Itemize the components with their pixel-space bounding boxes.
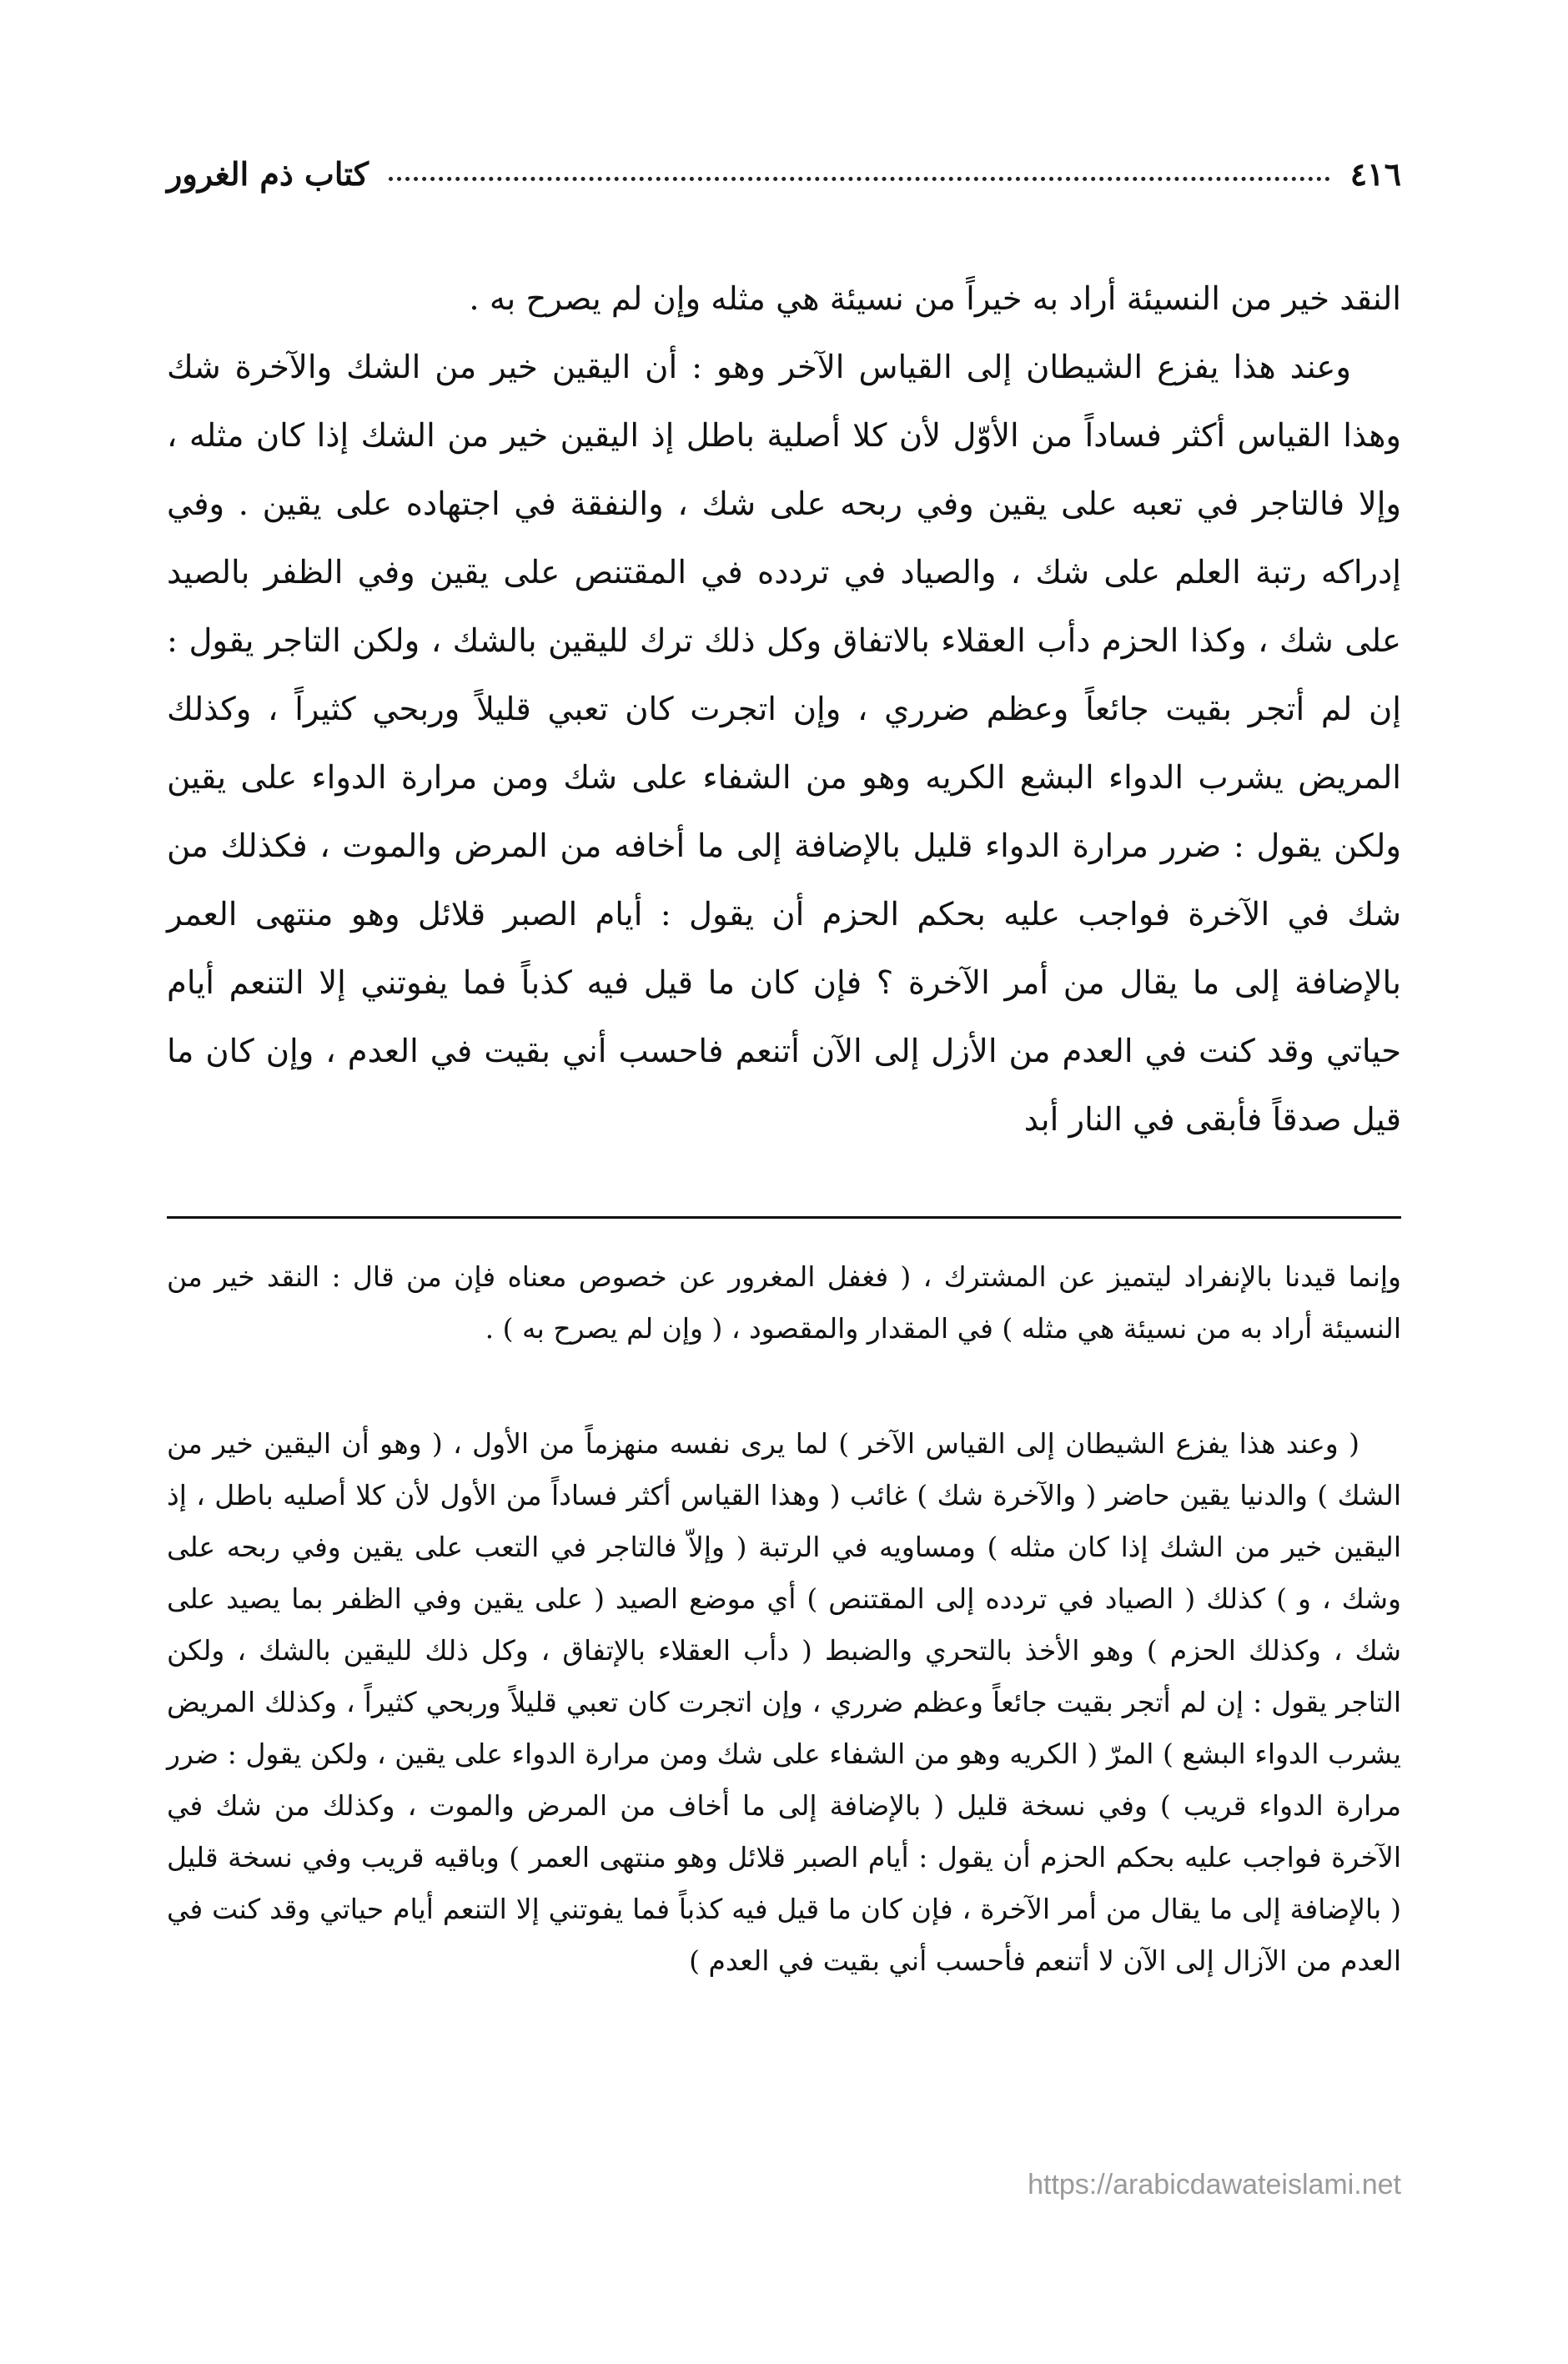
- commentary-paragraph-2: ( وعند هذا يفزع الشيطان إلى القياس الآخر ) لما يرى نفسه منهزماً من الأول ، ( وهو أن اليقين خير من الشك ) والدنيا يقين حاضر ( والآخرة شك ) غائب ( وهذا القياس أكثر فساداً من الأول لأن كلا أصليه باطل ، إذ اليقين خير من الشك إذا كان مثله ) ومساويه في الرتبة ( وإلاّ فالتاجر في التعب على يقين وفي ربحه على وشك ، و ) كذلك ( الصياد في تردده إلى المقتنص ) أي موضع الصيد ( على يقين وفي الظفر بما يصيد على شك ، وكذلك الحزم ) وهو الأخذ بالتحري والضبط ( دأب العقلاء بالإتفاق ، وكل ذلك لليقين بالشك ، ولكن التاجر يقول : إن لم أتجر بقيت جائعاً وعظم ضرري ، وإن اتجرت كان تعبي قليلاً وربحي كثيراً ، وكذلك المريض يشرب الدواء البشع ) المرّ ( الكريه وهو من الشفاء على شك ومن مرارة الدواء على يقين ، ولكن يقول : ضرر مرارة الدواء قريب ) وفي نسخة قليل ( بالإضافة إلى ما أخاف من المرض والموت ، وكذلك من شك في الآخرة فواجب عليه بحكم الحزم أن يقول : أيام الصبر قلائل وهو منتهى العمر ) وباقيه قريب وفي نسخة قليل ( بالإضافة إلى ما يقال من أمر الآخرة ، فإن كان ما قيل فيه كذباً فما يفوتني إلا التنعم أيام حياتي وقد كنت في العدم من الآزال إلى الآن لا أتنعم فأحسب أني بقيت في العدم ): [167, 1427, 1401, 1977]
- running-title: كتاب ذم الغرور: [167, 154, 369, 193]
- commentary-block-1: [167, 1251, 1401, 1355]
- page-header: [167, 148, 1401, 199]
- page-number: ٤١٦: [1349, 154, 1401, 193]
- header-dotted-leader: [389, 177, 1330, 181]
- source-watermark: https://arabicdawateislami.net: [1028, 2169, 1401, 2201]
- footnote-separator-rule: [167, 1216, 1401, 1219]
- commentary-block-2: [167, 1418, 1401, 1987]
- main-paragraph-1: النقد خير من النسيئة أراد به خيراً من نسيئة هي مثله وإن لم يصرح به .: [469, 280, 1401, 318]
- commentary-paragraph-1: وإنما قيدنا بالإنفراد ليتميز عن المشترك ، ( فغفل المغرور عن خصوص معناه فإن من قال : النقد خير من النسيئة أراد به من نسيئة هي مثله ) في المقدار والمقصود ، ( وإن لم يصرح به ) .: [167, 1260, 1401, 1345]
- main-paragraph-2: وعند هذا يفزع الشيطان إلى القياس الآخر وهو : أن اليقين خير من الشك والآخرة شك وهذا القياس أكثر فساداً من الأوّل لأن كلا أصلية باطل إذ اليقين خير من الشك إذا كان مثله ، وإلا فالتاجر في تعبه على يقين وفي ربحه على شك ، والنفقة في اجتهاده على يقين . وفي إدراكه رتبة العلم على شك ، والصياد في تردده في المقتنص على يقين وفي الظفر بالصيد على شك ، وكذا الحزم دأب العقلاء بالاتفاق وكل ذلك ترك لليقين بالشك ، ولكن التاجر يقول : إن لم أتجر بقيت جائعاً وعظم ضرري ، وإن اتجرت كان تعبي قليلاً وربحي كثيراً ، وكذلك المريض يشرب الدواء البشع الكريه وهو من الشفاء على شك ومن مرارة الدواء على يقين ولكن يقول : ضرر مرارة الدواء قليل بالإضافة إلى ما أخافه من المرض والموت ، فكذلك من شك في الآخرة فواجب عليه بحكم الحزم أن يقول : أيام الصبر قلائل وهو منتهى العمر بالإضافة إلى ما يقال من أمر الآخرة ؟ فإن كان ما قيل فيه كذباً فما يفوتني إلا التنعم أيام حياتي وقد كنت في العدم من الأزل إلى الآن أتنعم فاحسب أني بقيت في العدم ، وإن كان ما قيل صدقاً فأبقى في النار أبد: [167, 349, 1402, 1139]
- main-text-block: [167, 265, 1401, 1154]
